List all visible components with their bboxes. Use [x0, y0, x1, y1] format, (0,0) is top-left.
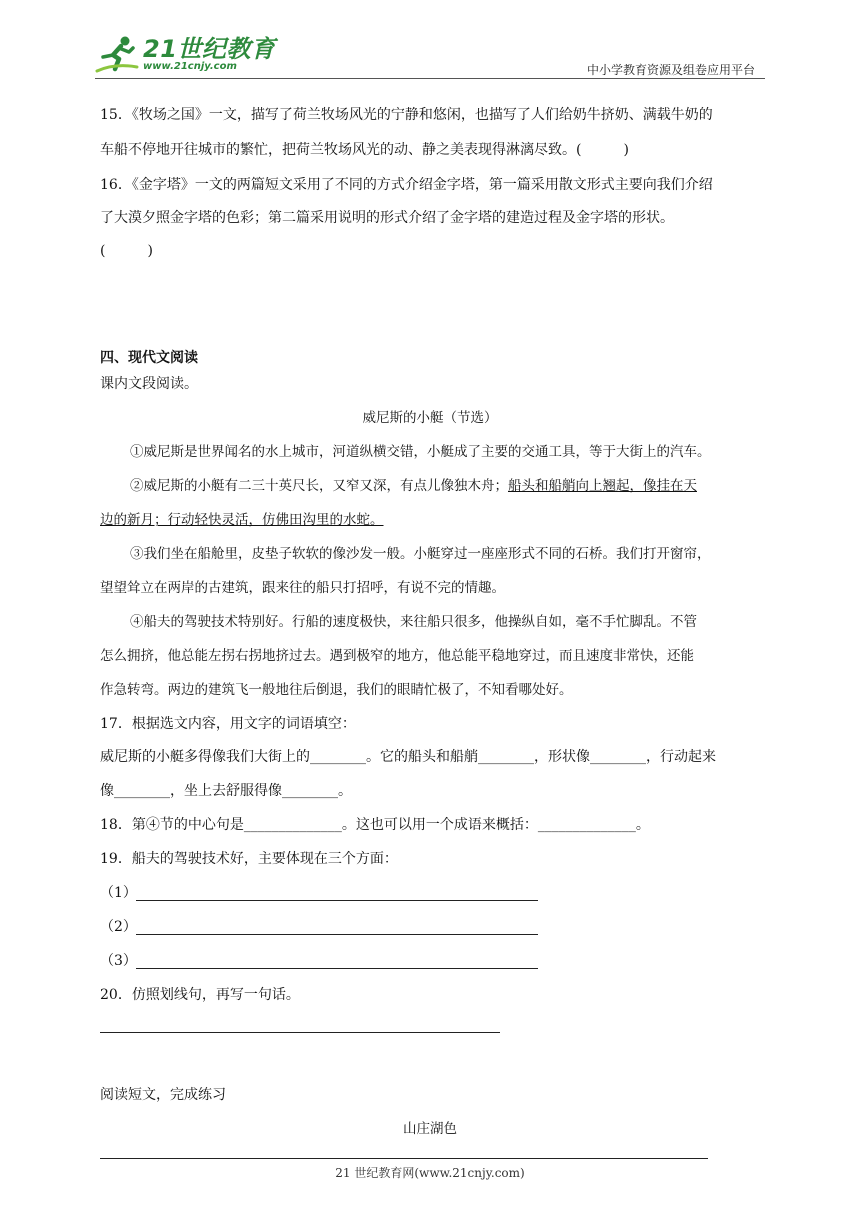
question-15-line-1: 15．《牧场之国》一文，描写了荷兰牧场风光的宁静和悠闲，也描写了人们给奶牛挤奶、满载牛奶的 — [100, 107, 713, 123]
question-16-answer-bracket: ( ) — [100, 243, 153, 259]
question-16-line-1: 16．《金字塔》一文的两篇短文采用了不同的方式介绍金字塔，第一篇采用散文形式主要向我们介绍 — [100, 177, 713, 193]
section-4-instruction: 课内文段阅读。 — [100, 376, 198, 392]
site-logo — [95, 34, 275, 76]
underlined-sentence-part-2: 边的新月；行动轻快灵活，仿佛田沟里的水蛇。 — [100, 512, 384, 528]
platform-name: 中小学教育资源及组卷应用平台 — [586, 63, 755, 77]
paragraph-2-plain-text: ②威尼斯的小艇有二三十英尺长，又窄又深，有点儿像独木舟； — [130, 478, 508, 494]
next-section-instruction: 阅读短文，完成练习 — [100, 1087, 226, 1103]
passage-paragraph-1: ①威尼斯是世界闻名的水上城市，河道纵横交错，小艇成了主要的交通工具，等于大街上的汽车。 — [130, 444, 711, 460]
question-20-answer-line — [100, 1032, 500, 1033]
page-header — [95, 30, 765, 80]
passage-paragraph-3-line-2: 望望耸立在两岸的古建筑，跟来往的船只打招呼，有说不完的情趣。 — [100, 580, 505, 596]
answer-line-1 — [136, 900, 538, 901]
underlined-sentence-part-1: 船头和船艄向上翘起，像挂在天 — [508, 478, 697, 494]
question-18: 18．第④节的中心句是______________。这也可以用一个成语来概括：______________。 — [100, 817, 650, 833]
question-19-stem: 19．船夫的驾驶技术好，主要体现在三个方面： — [100, 851, 398, 867]
page-footer: 21 世纪教育网(www.21cnjy.com) — [335, 1166, 525, 1180]
passage-title: 威尼斯的小艇（节选） — [362, 410, 498, 426]
footer-divider — [100, 1158, 708, 1159]
header-divider — [95, 78, 765, 79]
question-17-blank-line-2: 像________，坐上去舒服得像________。 — [100, 783, 352, 799]
passage-paragraph-4-line-2: 怎么拥挤，他总能左拐右拐地挤过去。遇到极窄的地方，他总能平稳地穿过，而且速度非常快，还能 — [100, 648, 694, 664]
question-17-stem: 17．根据选文内容，用文字的词语填空： — [100, 716, 356, 732]
runner-logo-icon — [95, 35, 139, 75]
question-16-line-2: 了大漠夕照金字塔的色彩；第二篇采用说明的形式介绍了金字塔的建造过程及金字塔的形状。 — [100, 210, 674, 226]
answer-line-2 — [136, 934, 538, 935]
logo-url: www.21cnjy.com — [143, 61, 237, 72]
question-19-item-1-label: （1） — [100, 885, 137, 901]
passage-paragraph-4-line-3: 作急转弯。两边的建筑飞一般地往后倒退，我们的眼睛忙极了，不知看哪处好。 — [100, 682, 573, 698]
question-19-item-3-label: （3） — [100, 953, 137, 969]
logo-wordmark: 21世纪教育 — [143, 35, 276, 63]
section-4-title: 四、现代文阅读 — [100, 350, 198, 366]
question-15-line-2: 车船不停地开往城市的繁忙，把荷兰牧场风光的动、静之美表现得淋漓尽致。( ) — [100, 142, 629, 158]
question-17-blank-line-1: 威尼斯的小艇多得像我们大街上的________。它的船头和船艄________，形状像________，行动起来 — [100, 749, 716, 765]
question-20-stem: 20．仿照划线句，再写一句话。 — [100, 987, 300, 1003]
answer-line-3 — [136, 968, 538, 969]
passage-paragraph-3-line-1: ③我们坐在船舱里，皮垫子软软的像沙发一般。小艇穿过一座座形式不同的石桥。我们打开窗帘， — [130, 546, 711, 562]
passage-paragraph-4-line-1: ④船夫的驾驶技术特别好。行船的速度极快，来往船只很多，他操纵自如，毫不手忙脚乱。不管 — [130, 614, 697, 630]
question-19-item-2-label: （2） — [100, 919, 137, 935]
passage-paragraph-2-line-1 — [130, 476, 697, 496]
next-passage-title: 山庄湖色 — [403, 1121, 457, 1137]
